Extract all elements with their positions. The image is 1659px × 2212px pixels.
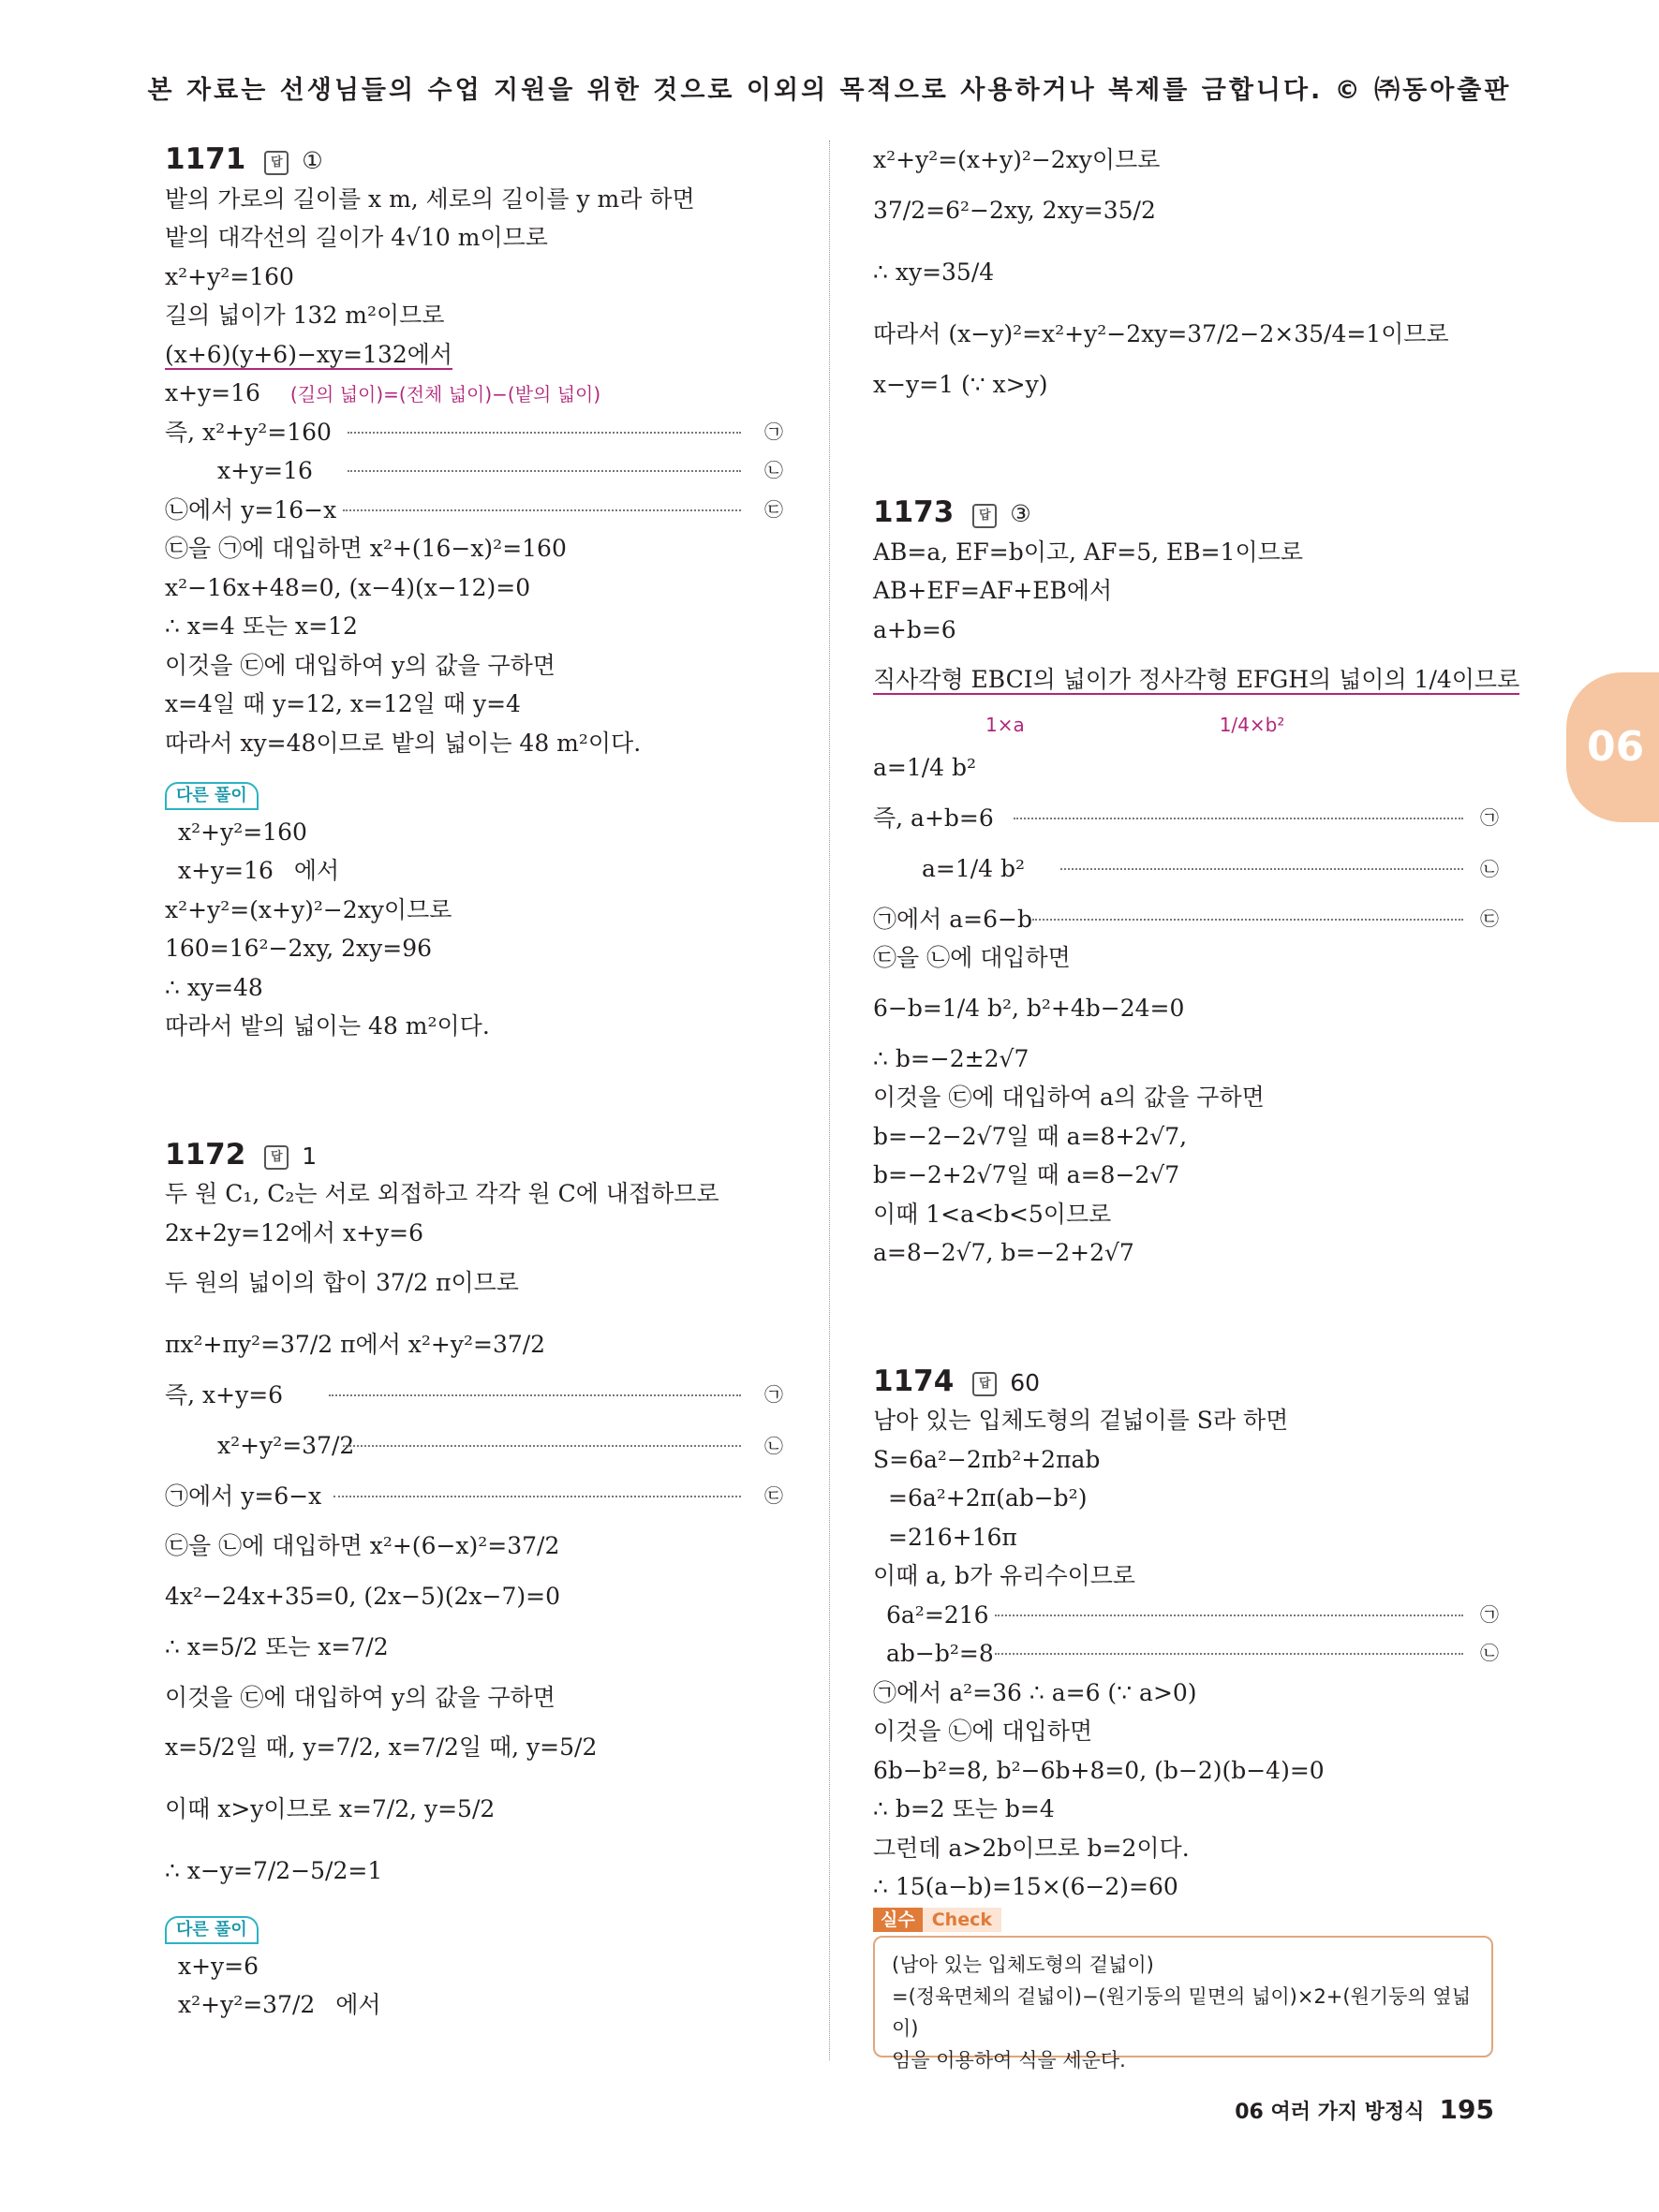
mistake-check-box	[873, 1936, 1493, 2072]
check-tag-mistake: 실수	[873, 1908, 923, 1932]
alt-line: 따라서 밭의 넓이는 48 m²이다.	[165, 1012, 490, 1040]
text: 에서	[293, 857, 340, 884]
solution-line: 밭의 가로의 길이를 x m, 세로의 길이를 y m라 하면	[165, 184, 695, 213]
solution-line: =6a²+2π(ab−b²)	[888, 1484, 1088, 1512]
check-line: 임을 이용하여 식을 세운다.	[892, 2049, 1126, 2072]
solution-line: x²+y²=160	[165, 262, 294, 290]
solution-line: ∴ 15(a−b)=15×(6−2)=60	[873, 1873, 1178, 1900]
circle-mark: ㉡	[1480, 1642, 1499, 1664]
solution-line	[165, 491, 783, 530]
answer-value: 1	[302, 1142, 318, 1170]
solution-line	[873, 900, 1499, 939]
solution-line: 6b−b²=8, b²−6b+8=0, (b−2)(b−4)=0	[873, 1756, 1325, 1784]
solution-line: 이것을 ㉢에 대입하여 a의 값을 구하면	[873, 1084, 1265, 1111]
equation: 즉, x+y=6	[165, 1381, 284, 1408]
solution-line	[165, 335, 783, 375]
equation: x+y=16	[217, 457, 313, 484]
equation: 즉, x²+y²=160	[165, 418, 332, 446]
equation: ㉠에서 y=6−x	[165, 1482, 322, 1510]
solution-line: b=−2+2√7일 때 a=8−2√7	[873, 1161, 1180, 1188]
solution-line: 이때 x>y이므로 x=7/2, y=5/2	[165, 1795, 496, 1822]
solution-line: 따라서 xy=48이므로 밭의 넓이는 48 m²이다.	[165, 729, 642, 757]
solution-line: a+b=6	[873, 615, 956, 643]
page-number: 195	[1439, 2094, 1494, 2125]
annotation-row	[873, 711, 1499, 737]
system-line	[873, 1596, 1499, 1635]
solution-line: S=6a²−2πb²+2πab	[873, 1445, 1101, 1473]
circle-mark: ㉡	[1480, 857, 1499, 880]
solution-line: 길의 넓이가 132 m²이므로	[165, 302, 445, 329]
circle-mark: ㉠	[764, 420, 783, 443]
alt-line	[165, 813, 783, 852]
circle-mark: ㉢	[764, 497, 783, 521]
alt-solution-header	[165, 774, 783, 813]
alt-line: 37/2=6²−2xy, 2xy=35/2	[873, 196, 1156, 224]
chapter-title: 06 여러 가지 방정식	[1235, 2101, 1425, 2124]
solution-line: 이때 1<a<b<5이므로	[873, 1200, 1112, 1228]
circle-mark: ㉠	[1480, 806, 1499, 829]
alt-line: x²+y²=(x+y)²−2xy이므로	[165, 895, 452, 923]
check-tab	[873, 1906, 1001, 1934]
column-divider	[829, 140, 830, 2060]
leader-dots	[1060, 868, 1463, 870]
system-line	[873, 838, 1499, 900]
page-footer	[1235, 2094, 1494, 2125]
copyright-notice: 본 자료는 선생님들의 수업 지원을 위한 것으로 이외의 목적으로 사용하거나 복제를 금합니다. © ㈜동아출판	[147, 76, 1512, 105]
equation: x+y=6	[178, 1952, 259, 1980]
solution-line: 이것을 ㉢에 대입하여 y의 값을 구하면	[165, 1683, 555, 1711]
solution-line: 두 원의 넓이의 합이 37/2 π이므로	[165, 1269, 519, 1296]
circle-mark: ㉢	[764, 1483, 783, 1507]
annotation-note: 1/4×b²	[1219, 714, 1285, 736]
system-line	[873, 1634, 1499, 1674]
solution-line	[873, 649, 1520, 711]
alt-line: x²+y²=(x+y)²−2xy이므로	[873, 146, 1161, 173]
circle-mark: ㉡	[764, 1434, 783, 1457]
leader-dots	[329, 1394, 741, 1396]
solution-line: ∴ x−y=7/2−5/2=1	[165, 1857, 383, 1884]
answer-icon: 답	[264, 1145, 289, 1170]
equation: x²+y²=37/2	[178, 1991, 316, 2018]
problem-1173-header	[873, 494, 1499, 533]
alt-solution-badge: 다른 풀이	[165, 782, 259, 810]
solution-line: 두 원 C₁, C₂는 서로 외접하고 각각 원 C에 내접하므로	[165, 1180, 719, 1207]
problem-1171-header	[165, 140, 783, 180]
circle-mark: ㉠	[764, 1383, 783, 1406]
solution-line: ㉢을 ㉡에 대입하면	[873, 944, 1071, 971]
solution-line: =216+16π	[888, 1523, 1017, 1551]
system-line	[165, 1376, 783, 1415]
system-line	[165, 413, 783, 452]
equation: 6a²=216	[886, 1600, 989, 1629]
equation: x+y=16	[165, 379, 260, 406]
problem-number: 1171	[165, 142, 246, 176]
left-column	[165, 140, 783, 2025]
problem-number: 1173	[873, 495, 955, 529]
answer-icon: 답	[972, 1372, 997, 1396]
equation: a=1/4 b²	[922, 854, 1026, 882]
solution-line: a=8−2√7, b=−2+2√7	[873, 1239, 1134, 1266]
leader-dots	[348, 432, 741, 434]
solution-line: 이때 a, b가 유리수이므로	[873, 1562, 1136, 1589]
alt-solution-badge: 다른 풀이	[165, 1916, 259, 1944]
alt-line: 따라서 (x−y)²=x²+y²−2xy=37/2−2×35/4=1이므로	[873, 319, 1449, 347]
equation: x+y=16	[178, 857, 274, 884]
answer-value: ③	[1010, 500, 1031, 527]
circle-mark: ㉡	[764, 459, 783, 481]
leader-dots	[1014, 818, 1463, 819]
check-tag-label: Check	[923, 1908, 1001, 1932]
solution-line: x=4일 때 y=12, x=12일 때 y=4	[165, 690, 521, 717]
equation: x²+y²=37/2	[217, 1431, 355, 1459]
alt-solution-header	[165, 1908, 783, 1947]
solution-line: x=5/2일 때, y=7/2, x=7/2일 때, y=5/2	[165, 1733, 598, 1761]
check-line: =(정육면체의 겉넓이)−(원기둥의 밑면의 넓이)×2+(원기둥의 옆넓이)	[892, 1985, 1471, 2040]
solution-line: ㉢을 ㉠에 대입하면 x²+(16−x)²=160	[165, 535, 567, 562]
system-line	[873, 799, 1499, 838]
solution-line: 2x+2y=12에서 x+y=6	[165, 1218, 424, 1246]
equation: ab−b²=8	[886, 1640, 994, 1667]
underlined-equation: (x+6)(y+6)−xy=132에서	[165, 340, 453, 368]
leader-dots	[333, 1496, 741, 1497]
alt-line	[165, 1947, 783, 1986]
system-line	[165, 1415, 783, 1477]
equation: ㉠에서 a=6−b	[873, 905, 1032, 933]
solution-line	[165, 1477, 783, 1516]
leader-dots	[995, 1653, 1463, 1655]
annotation-note: (길의 넓이)=(전체 넓이)−(밭의 넓이)	[289, 383, 601, 406]
text: 에서	[335, 1991, 381, 2018]
system-line	[165, 451, 783, 491]
leader-dots	[343, 509, 741, 511]
solution-line	[165, 374, 783, 413]
solution-line: 그런데 a>2b이므로 b=2이다.	[873, 1834, 1190, 1862]
answer-value: ①	[302, 147, 323, 174]
equation: ㉡에서 y=16−x	[165, 495, 337, 524]
solution-line: 이것을 ㉢에 대입하여 y의 값을 구하면	[165, 651, 555, 679]
alt-line: ∴ xy=48	[165, 973, 263, 1001]
answer-icon: 답	[972, 504, 997, 528]
alt-line: ∴ xy=35/4	[873, 258, 995, 286]
problem-1172-header	[165, 1136, 783, 1175]
leader-dots	[343, 1445, 741, 1447]
leader-dots	[348, 470, 741, 472]
solution-line: a=1/4 b²	[873, 754, 977, 781]
chapter-tab: 06	[1566, 672, 1659, 822]
alt-line	[165, 851, 783, 891]
answer-value: 60	[1010, 1368, 1040, 1396]
solution-line: 4x²−24x+35=0, (2x−5)(2x−7)=0	[165, 1583, 560, 1610]
problem-1174-header	[873, 1363, 1499, 1402]
right-column	[873, 140, 1520, 1907]
solution-line: ∴ x=5/2 또는 x=7/2	[165, 1632, 389, 1660]
solution-line: 이것을 ㉡에 대입하면	[873, 1718, 1093, 1745]
solution-line: b=−2−2√7일 때 a=8+2√7,	[873, 1122, 1188, 1150]
alt-line: x−y=1 (∵ x>y)	[873, 370, 1048, 398]
solution-line: πx²+πy²=37/2 π에서 x²+y²=37/2	[165, 1331, 546, 1358]
solution-line: 남아 있는 입체도형의 겉넓이를 S라 하면	[873, 1407, 1289, 1434]
solution-line: x²−16x+48=0, (x−4)(x−12)=0	[165, 573, 531, 601]
solution-line: ∴ x=4 또는 x=12	[165, 612, 358, 640]
circle-mark: ㉠	[1480, 1602, 1499, 1626]
alt-line: 160=16²−2xy, 2xy=96	[165, 935, 433, 962]
problem-number: 1172	[165, 1137, 246, 1172]
solution-line: ㉠에서 a²=36 ∴ a=6 (∵ a>0)	[873, 1678, 1197, 1706]
solution-line: ∴ b=2 또는 b=4	[873, 1795, 1055, 1822]
alt-line	[165, 1985, 783, 2025]
equation: x²+y²=160	[178, 818, 307, 846]
solution-line: AB+EF=AF+EB에서	[873, 577, 1113, 604]
equation: 즉, a+b=6	[873, 804, 994, 832]
solution-line: ∴ b=−2±2√7	[873, 1044, 1029, 1072]
annotation-note: 1×a	[985, 714, 1025, 736]
solution-line: 밭의 대각선의 길이가 4√10 m이므로	[165, 224, 548, 251]
solution-line: 6−b=1/4 b², b²+4b−24=0	[873, 994, 1185, 1022]
answer-icon: 답	[264, 151, 289, 175]
leader-dots	[995, 1615, 1463, 1616]
underlined-sentence: 직사각형 EBCI의 넓이가 정사각형 EFGH의 넓이의 1/4이므로	[873, 666, 1520, 693]
problem-number: 1174	[873, 1364, 955, 1398]
solution-line: AB=a, EF=b이고, AF=5, EB=1이므로	[873, 538, 1303, 566]
solution-line: ㉢을 ㉡에 대입하면 x²+(6−x)²=37/2	[165, 1532, 560, 1559]
check-line: (남아 있는 입체도형의 겉넓이)	[892, 1954, 1154, 1976]
leader-dots	[1032, 919, 1463, 921]
circle-mark: ㉢	[1480, 907, 1499, 930]
